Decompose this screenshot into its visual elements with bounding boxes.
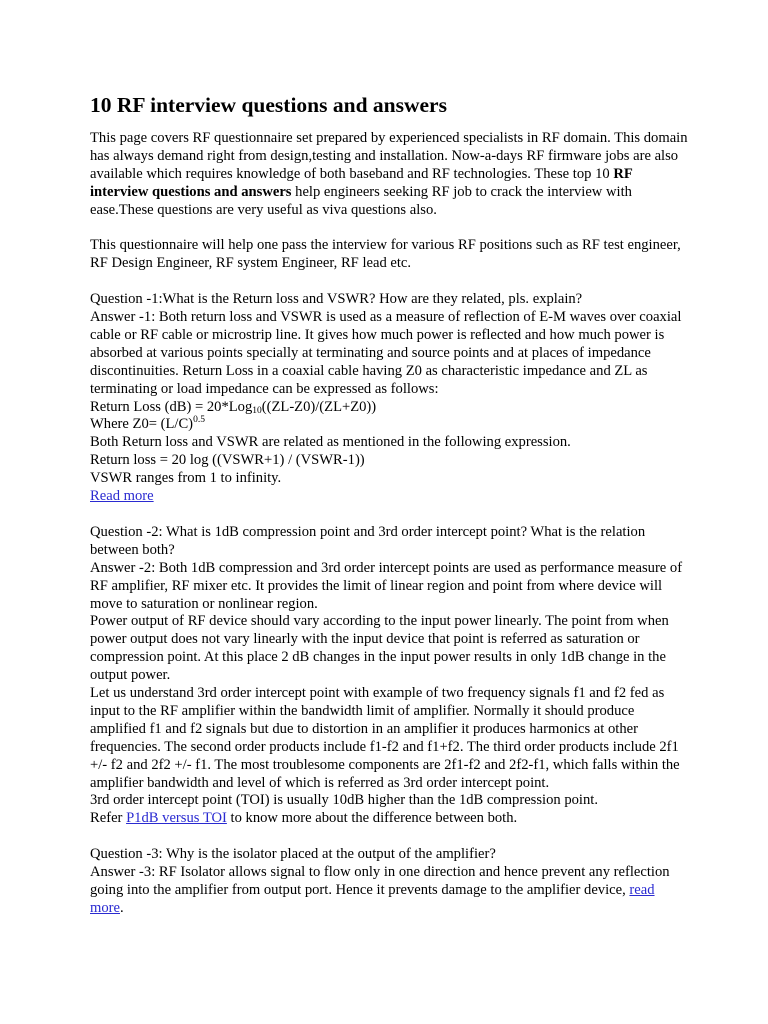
question-3: Question -3: Why is the isolator placed at the output of the amplifier? xyxy=(90,846,496,863)
vswr-range: VSWR ranges from 1 to infinity. xyxy=(90,470,282,487)
refer-text: Refer xyxy=(90,810,127,827)
relation-text: Both Return loss and VSWR are related as mentioned in the following expression. xyxy=(90,434,571,451)
question-3-block xyxy=(90,846,690,918)
question-1: Question -1:What is the Return loss and VSWR? How are they related, pls. explain? xyxy=(90,291,583,308)
intro-text: This page covers RF questionnaire set prepared by experienced specialists in RF domain. This domain has always demand right from design,testing and installation. Now-a-days RF firmware jobs are also available which requires knowledge of both baseband and RF technologies. These top 10 xyxy=(90,130,688,182)
z0-formula xyxy=(90,416,690,434)
answer-2: Answer -2: Both 1dB compression and 3rd order intercept points are used as performance measure of RF amplifier, RF mixer etc. It provides the limit of linear region and point from where device will move to saturation or nonlinear region. xyxy=(90,559,683,612)
read-more-link[interactable]: Read more xyxy=(90,488,154,505)
answer-1: Answer -1: Both return loss and VSWR is used as a measure of reflection of E-M waves over coaxial cable or RF cable or microstrip line. It gives how much power is reflected and how much power is absorbed at various points specially at terminating and source points and at places of impedance discontinuities. Return Loss in a coaxial cable having Z0 as characteristic impedance and ZL as terminating or load impedance can be expressed as follows: xyxy=(90,309,682,397)
vswr-formula: Return loss = 20 log ((VSWR+1) / (VSWR-1)) xyxy=(90,452,365,469)
answer-3-end: . xyxy=(120,899,124,916)
read-more-line xyxy=(90,488,690,506)
refer-line xyxy=(90,810,690,828)
question-2-block xyxy=(90,524,690,828)
answer-3-text: Answer -3: RF Isolator allows signal to flow only in one direction and hence prevent any reflection going into the amplifier from output port. Hence it prevents damage to the amplifier device, xyxy=(90,864,670,898)
answer-3 xyxy=(90,864,690,918)
read-more-link-2[interactable]: read more xyxy=(90,882,655,916)
return-loss-formula xyxy=(90,399,690,417)
formula-text-end: ((ZL-Z0)/(ZL+Z0)) xyxy=(261,398,377,415)
formula-text: Return Loss (dB) = 20*Log xyxy=(90,398,253,415)
answer-2-para-4: 3rd order intercept point (TOI) is usually 10dB higher than the 1dB compression point. xyxy=(90,792,598,809)
z0-text: Where Z0= (L/C) xyxy=(90,416,194,433)
article-body xyxy=(90,92,690,936)
page-title: 10 RF interview questions and answers xyxy=(90,93,447,117)
intro-paragraph xyxy=(90,130,690,220)
intro-text-end: help engineers seeking RF job to crack the interview with ease.These questions are very useful as viva questions also. xyxy=(90,183,632,218)
z0-superscript: 0.5 xyxy=(193,415,205,426)
answer-2-para-3: Let us understand 3rd order intercept point with example of two frequency signals f1 and f2 fed as input to the RF amplifier within the bandwidth limit of amplifier. Normally it should produce amplified f1 and f2 signals but due to distortion in an amplifier it produces harmonics at other frequencies. The second order products include f1-f2 and f1+f2. The third order products include 2f1 +/- f2 and 2f2 +/- f1. The most troublesome components are 2f1-f2 and 2f2-f1, which falls within the amplifier bandwidth and level of which is referred as 3rd order intercept point. xyxy=(90,685,680,791)
refer-text-end: to know more about the difference between both. xyxy=(226,810,518,827)
intro-paragraph-2: This questionnaire will help one pass the interview for various RF positions such as RF test engineer, RF Design Engineer, RF system Engineer, RF lead etc. xyxy=(90,237,681,272)
p1db-versus-toi-link[interactable]: P1dB versus TOI xyxy=(126,810,227,827)
question-1-block xyxy=(90,291,690,506)
intro-bold-text: RF interview questions and answers xyxy=(90,165,633,200)
question-2: Question -2: What is 1dB compression point and 3rd order intercept point? What is the relation between both? xyxy=(90,523,646,558)
formula-subscript: 10 xyxy=(252,405,262,416)
answer-2-para-2: Power output of RF device should vary according to the input power linearly. The point from when power output does not vary linearly with the input device that point is referred as saturation or compression point. At this place 2 dB changes in the input power results in only 1dB change in the output power. xyxy=(90,613,669,684)
